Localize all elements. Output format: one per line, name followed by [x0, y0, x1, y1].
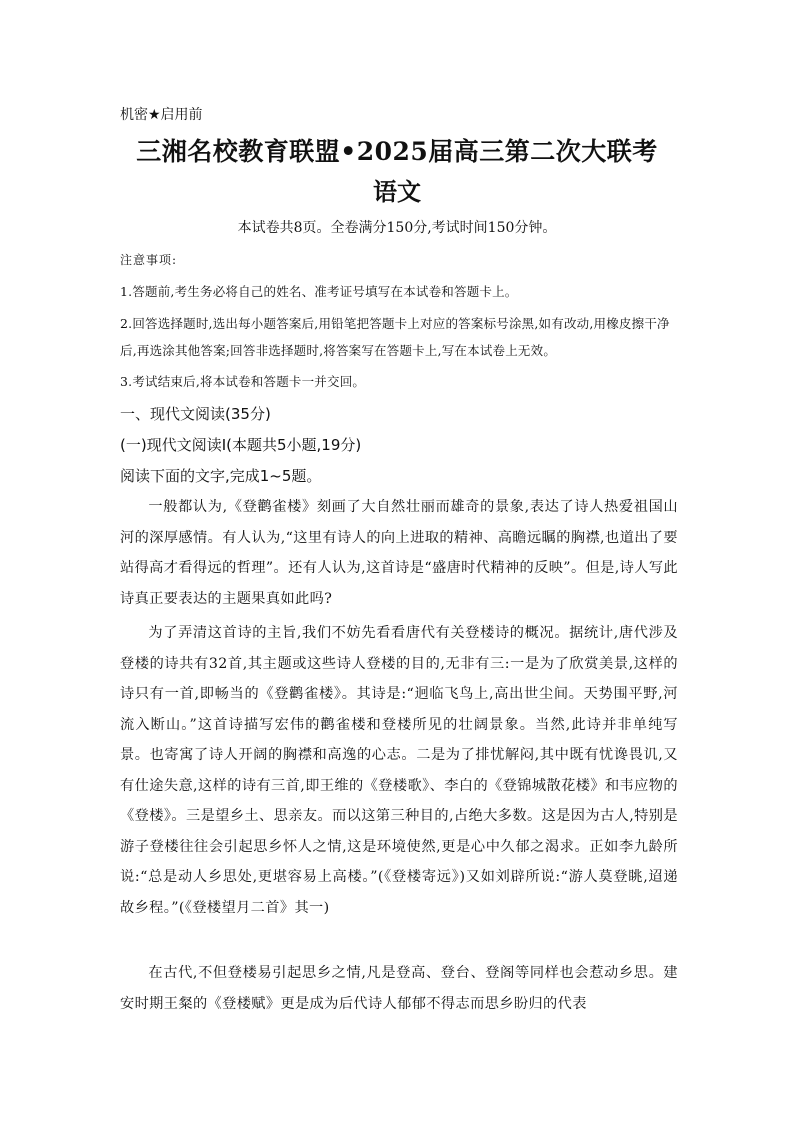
note-item-3: 3.考试结束后,将本试卷和答题卡一并交回。 [120, 374, 366, 389]
subsection-heading: (一)现代文阅读Ⅰ(本题共5小题,19分) [120, 436, 362, 454]
page-title: 三湘名校教育联盟•2025届高三第二次大联考 [136, 137, 658, 166]
reading-instruction: 阅读下面的文字,完成1~5题。 [120, 467, 322, 485]
note-item-2: 2.回答选择题时,选出每小题答案后,用铅笔把答题卡上对应的答案标号涂黑,如有改动,用橡皮擦干净后,再选涂其他答案;回答非选择题时,将答案写在答题卡上,写在本试卷上无效。 [120, 316, 670, 358]
exam-info: 本试卷共8页。全卷满分150分,考试时间150分钟。 [237, 220, 557, 236]
passage-paragraph-1: 一般都认为,《登鹳雀楼》刻画了大自然壮丽而雄奇的景象,表达了诗人热爱祖国山河的深厚感情。有人认为,“这里有诗人的向上进取的精神、高瞻远瞩的胸襟,也道出了要站得高才看得远的哲理”。还有人认为,这首诗是“盛唐时代精神的反映”。但是,诗人写此诗真正要表达的主题果真如此吗? [120, 499, 678, 607]
notes-heading: 注意事项: [120, 253, 178, 267]
passage-paragraph-3: 在古代,不但登楼易引起思乡之情,凡是登高、登台、登阁等同样也会惹动乡思。建安时期王粲的《登楼赋》更是成为后代诗人郁郁不得志而思乡盼归的代表 [120, 965, 678, 1012]
note-item-1: 1.答题前,考生务必将自己的姓名、准考证号填写在本试卷和答题卡上。 [120, 284, 518, 299]
confidential-label: 机密★启用前 [120, 107, 203, 123]
passage-paragraph-2: 为了弄清这首诗的主旨,我们不妨先看看唐代有关登楼诗的概况。据统计,唐代涉及登楼的诗共有32首,其主题或这些诗人登楼的目的,无非有三:一是为了欣赏美景,这样的诗只有一首,即畅当的《登鹳雀楼》。其诗是:“迥临飞鸟上,高出世尘间。天势围平野,河流入断山。”这首诗描写宏伟的鹳雀楼和登楼所见的壮阔景象。当然,此诗并非单纯写景。也寄寓了诗人开阔的胸襟和高逸的心志。二是为了排忧解闷,其中既有忧谗畏讥,又有仕途失意,这样的诗有三首,即王维的《登楼歌》、李白的《登锦城散花楼》和韦应物的《登楼》。三是望乡土、思亲友。而以这第三种目的,占绝大多数。这是因为古人,特别是游子登楼往往会引起思乡怀人之情,这是环境使然,更是心中久郁之渴求。正如李九龄所说:“总是动人乡思处,更堪容易上高楼。”(《登楼寄远》)又如刘辟所说:“游人莫登眺,迢递故乡程。”(《登楼望月二首》其一) [120, 625, 678, 916]
subject-title: 语文 [373, 177, 421, 206]
section-heading: 一、现代文阅读(35分) [120, 405, 271, 423]
